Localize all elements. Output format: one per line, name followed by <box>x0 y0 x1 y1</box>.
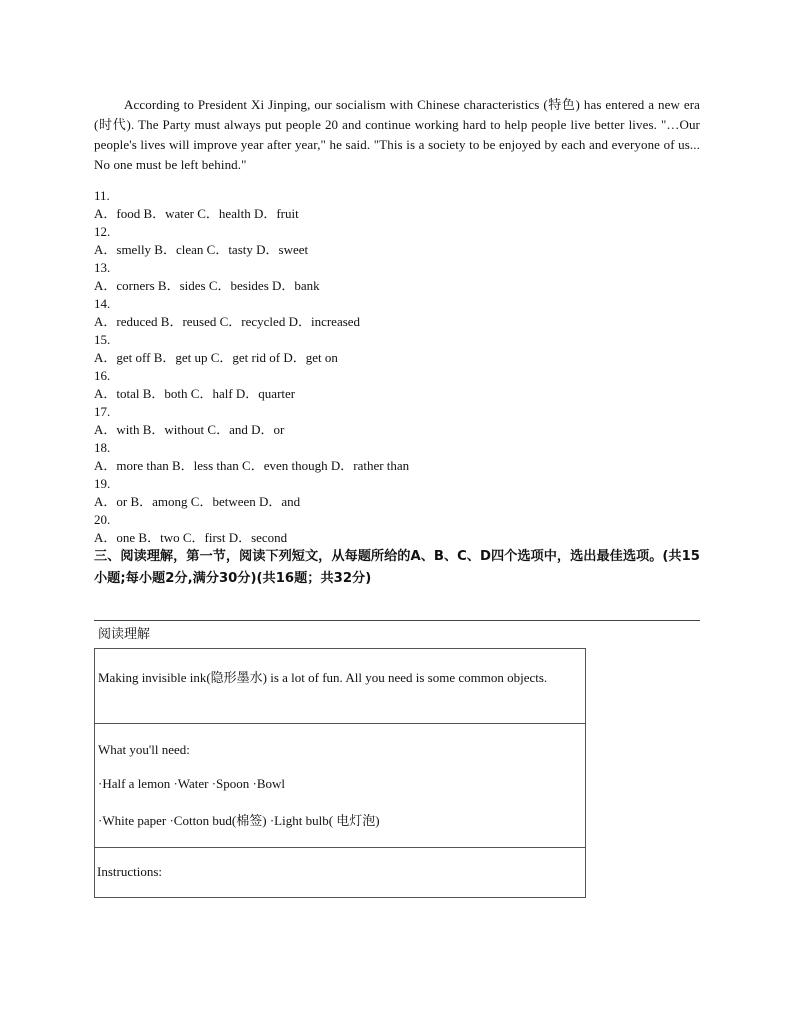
question-item <box>94 367 700 403</box>
sub-heading: 阅读理解 <box>98 627 151 642</box>
question-item <box>94 187 700 223</box>
question-item <box>94 223 700 259</box>
question-item <box>94 331 700 367</box>
question-list <box>94 187 700 547</box>
question-item <box>94 439 700 475</box>
question-number: 18. <box>94 440 111 455</box>
instructions-label: Instructions: <box>97 864 162 879</box>
question-item <box>94 295 700 331</box>
question-options: A．one B．two C．first D．second <box>94 530 288 545</box>
question-options: A．get off B．get up C．get rid of D．get on <box>94 350 338 365</box>
question-options: A．with B．without C．and D．or <box>94 422 285 437</box>
question-number: 14. <box>94 296 111 311</box>
question-number: 12. <box>94 224 111 239</box>
materials-line: ·Half a lemon ·Water ·Spoon ·Bowl <box>98 776 286 791</box>
box-intro-cell <box>95 649 585 724</box>
question-options: A．more than B．less than C．even though D．rather than <box>94 458 410 473</box>
question-number: 17. <box>94 404 111 419</box>
divider <box>94 620 700 621</box>
intro-text: Making invisible ink(隐形墨水) is a lot of fun. All you need is some common objects. <box>98 670 548 685</box>
question-options: A．food B．water C．health D．fruit <box>94 206 299 221</box>
question-options: A．corners B．sides C．besides D．bank <box>94 278 320 293</box>
question-options: A．reduced B．reused C．recycled D．increased <box>94 314 361 329</box>
passage-text: According to President Xi Jinping, our socialism with Chinese characteristics (特色) has entered a new era (时代). The Party must always put people 20 and continue working hard to help people live better lives. "…Our people's lives will improve year after year," he said. "This is a society to be enjoyed by each and everyone of us... No one must be left behind." <box>94 97 700 172</box>
section-heading: 三、阅读理解，第一节，阅读下列短文，从每题所给的A、B、C、D四个选项中，选出最佳选项。(共15 小题;每小题2分,满分30分)(共16题；共32分) <box>94 549 700 586</box>
question-item <box>94 511 700 547</box>
question-item <box>94 259 700 295</box>
question-number: 19. <box>94 476 111 491</box>
question-options: A．total B．both C．half D．quarter <box>94 386 296 401</box>
question-number: 13. <box>94 260 111 275</box>
question-item <box>94 475 700 511</box>
reading-box <box>94 648 586 898</box>
question-options: A．smelly B．clean C．tasty D．sweet <box>94 242 309 257</box>
materials-heading: What you'll need: <box>98 742 190 757</box>
question-number: 15. <box>94 332 111 347</box>
materials-line: ·White paper ·Cotton bud(棉签) ·Light bulb( 电灯泡) <box>98 813 380 828</box>
question-options: A．or B．among C．between D．and <box>94 494 301 509</box>
question-item <box>94 403 700 439</box>
box-instructions-cell <box>95 847 585 898</box>
box-materials-cell <box>95 723 585 848</box>
question-number: 16. <box>94 368 111 383</box>
question-number: 20. <box>94 512 111 527</box>
question-number: 11. <box>94 188 110 203</box>
